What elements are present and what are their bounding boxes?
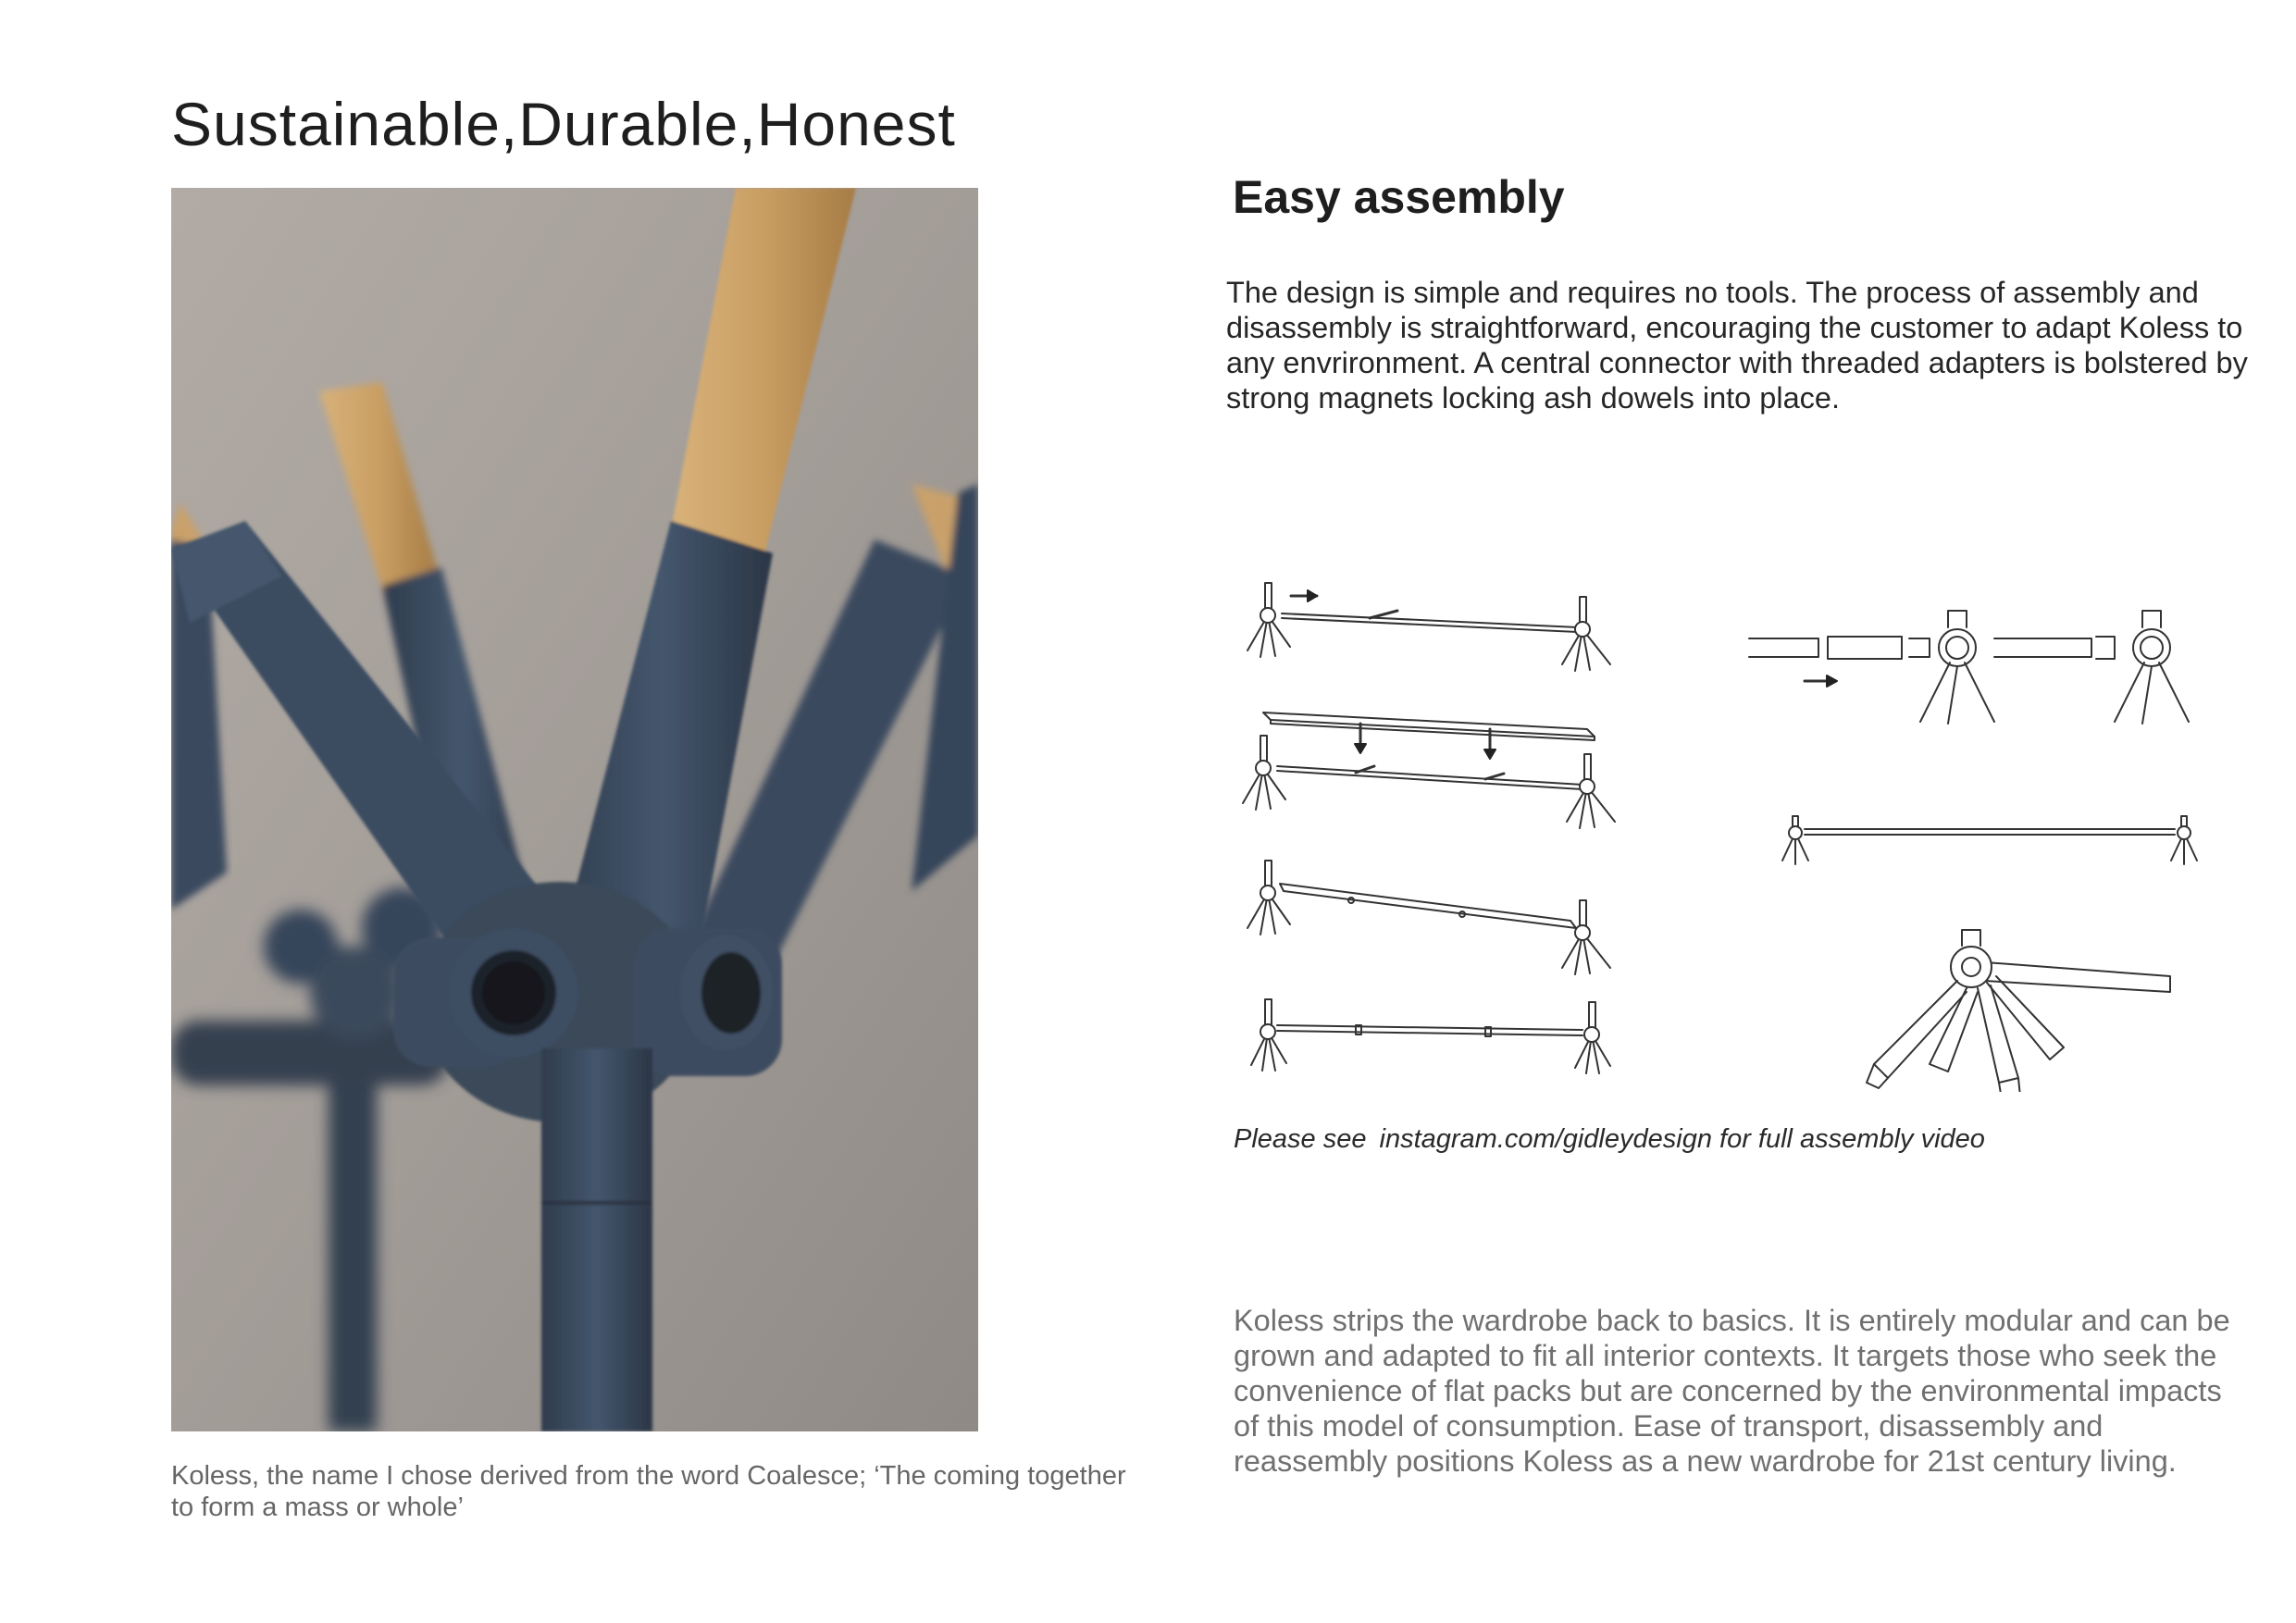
assembly-detail-connector [1867,930,2170,1092]
section-heading: Easy assembly [1233,171,1565,223]
page-title: Sustainable,Durable,Honest [171,90,956,158]
assembly-step-2 [1243,712,1615,828]
assembly-diagrams [1226,564,2272,1092]
assembly-detail-dowel [1749,611,2189,724]
video-note-link[interactable]: instagram.com/gidleydesign for full assembly video [1379,1124,1985,1154]
assembly-detail-rail [1782,816,2197,864]
assembly-step-3 [1247,861,1610,974]
intro-paragraph: The design is simple and requires no tools. The process of assembly and disassembly is straightforward, encouraging the customer to adapt Koless to any envrironment. A central connector with threaded adapters is bolstered by strong magnets locking ash dowels into place. [1226,276,2248,415]
summary-paragraph: Koless strips the wardrobe back to basics. It is entirely modular and can be grown and adapted to fit all interior contexts. It targets those who seek the convenience of flat packs but are concerned by the environmental impacts of this model of consumption. Ease of transport, disassembly and reassembly positions Koless as a new wardrobe for 21st century living. [1234,1304,2230,1478]
assembly-step-4 [1251,999,1610,1073]
video-note-prefix: Please see [1234,1124,1367,1154]
video-note [1234,1124,1998,1155]
photo-caption: Koless, the name I chose derived from the word Coalesce; ‘The coming together to form a mass or whole’ [171,1461,1126,1522]
product-photo [171,188,978,1431]
assembly-step-1 [1247,583,1610,671]
